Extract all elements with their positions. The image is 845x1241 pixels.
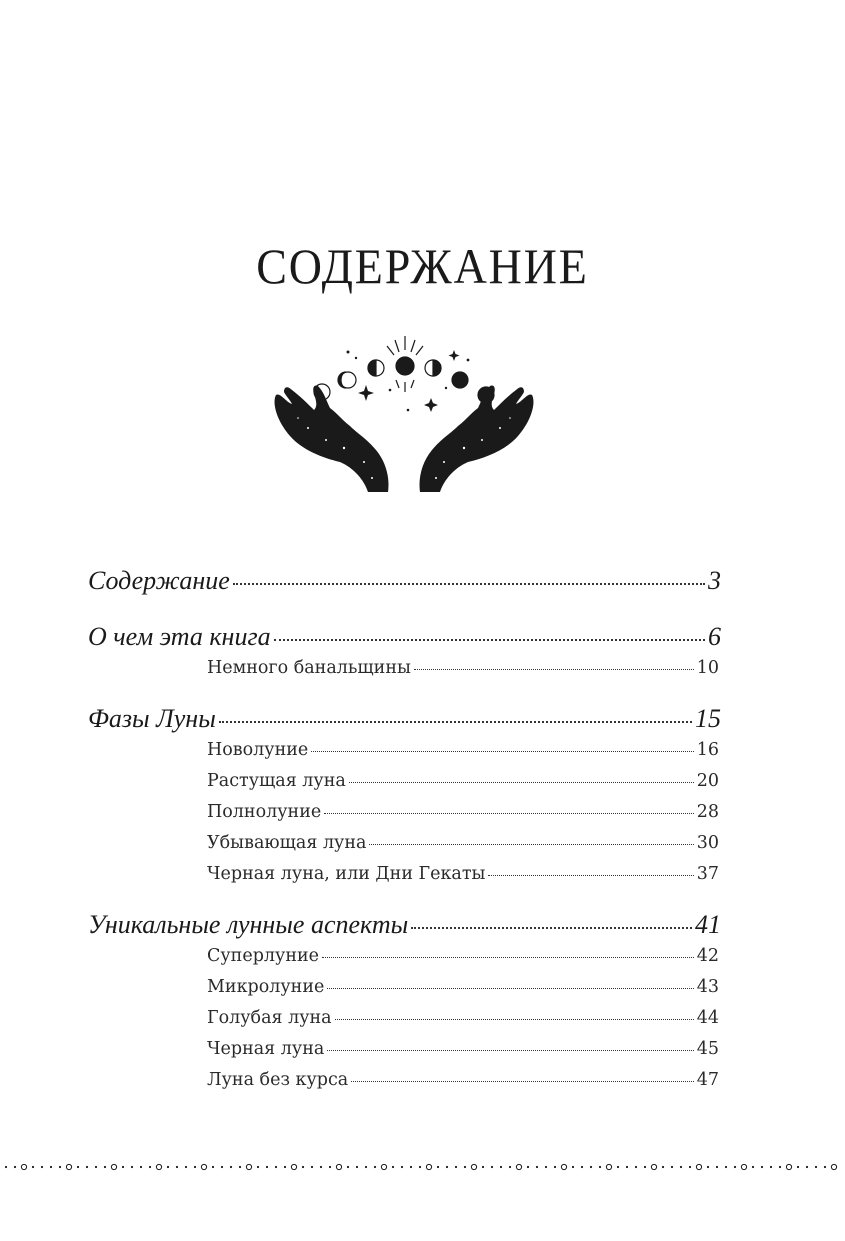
divider-dot xyxy=(291,1164,296,1169)
divider-dot xyxy=(176,1166,178,1168)
divider-dot xyxy=(284,1166,286,1168)
toc-entry-label: О чем эта книга xyxy=(88,622,271,651)
toc-subentry[interactable] xyxy=(207,977,719,997)
divider-dot xyxy=(752,1166,754,1168)
divider-dot xyxy=(167,1166,169,1168)
toc-subentry-label: Немного банальщины xyxy=(207,658,411,678)
toc-subentry-label: Новолуние xyxy=(207,740,309,760)
divider-dot xyxy=(392,1166,394,1168)
toc-subentry[interactable] xyxy=(207,1008,719,1028)
divider-dot xyxy=(831,1164,836,1169)
divider-dot xyxy=(806,1166,808,1168)
divider-dot xyxy=(194,1166,196,1168)
divider-dot xyxy=(246,1164,251,1169)
toc-entry-page: 3 xyxy=(708,566,721,595)
toc-entry[interactable] xyxy=(88,910,721,940)
divider-dot xyxy=(536,1166,538,1168)
divider-dot xyxy=(111,1164,116,1169)
toc-subentry-label: Микролуние xyxy=(207,977,325,997)
divider-dot xyxy=(41,1166,43,1168)
toc-subentry-label: Полнолуние xyxy=(207,802,322,822)
toc-subentry-label: Растущая луна xyxy=(207,771,346,791)
divider-dot xyxy=(491,1166,493,1168)
divider-dot xyxy=(516,1164,521,1169)
toc-entry-page: 15 xyxy=(695,704,721,733)
toc-dot-leader xyxy=(349,782,694,783)
divider-dot xyxy=(230,1166,232,1168)
divider-dot xyxy=(374,1166,376,1168)
divider-dot xyxy=(426,1164,431,1169)
divider-dot xyxy=(545,1166,547,1168)
divider-dot xyxy=(77,1166,79,1168)
toc-subentry-label: Черная луна xyxy=(207,1039,325,1059)
divider-dot xyxy=(59,1166,61,1168)
divider-dot xyxy=(50,1166,52,1168)
divider-dot xyxy=(336,1164,341,1169)
toc-entry[interactable] xyxy=(88,622,721,652)
toc-entry-label: Фазы Луны xyxy=(88,704,216,733)
divider-dot xyxy=(482,1166,484,1168)
toc-entry-page: 41 xyxy=(695,910,721,939)
divider-dot xyxy=(716,1166,718,1168)
divider-dot xyxy=(527,1166,529,1168)
toc-dot-leader xyxy=(274,639,705,641)
divider-dot xyxy=(131,1166,133,1168)
toc-entry-label: Уникальные лунные аспекты xyxy=(88,910,409,939)
divider-dot xyxy=(275,1166,277,1168)
divider-dot xyxy=(770,1166,772,1168)
divider-dot xyxy=(104,1166,106,1168)
toc-subentry[interactable] xyxy=(207,740,719,760)
divider-dot xyxy=(5,1166,7,1168)
divider-dot xyxy=(311,1166,313,1168)
divider-dot xyxy=(21,1164,26,1169)
divider-dot xyxy=(257,1166,259,1168)
toc-subentry-label: Убывающая луна xyxy=(207,833,367,853)
divider-dot xyxy=(635,1166,637,1168)
toc-dot-leader xyxy=(322,957,694,958)
divider-dot xyxy=(725,1166,727,1168)
toc-subentry-label: Суперлуние xyxy=(207,946,320,966)
toc-dot-leader xyxy=(324,813,694,814)
toc-dot-leader xyxy=(335,1019,694,1020)
divider-dot xyxy=(671,1166,673,1168)
divider-dot xyxy=(185,1166,187,1168)
divider-dot xyxy=(239,1166,241,1168)
toc-subentry-page: 16 xyxy=(696,740,719,760)
divider-dot xyxy=(156,1164,161,1169)
divider-dot xyxy=(815,1166,817,1168)
toc-subentry-page: 44 xyxy=(696,1008,719,1028)
toc-subentry[interactable] xyxy=(207,1070,719,1090)
divider-dot xyxy=(95,1166,97,1168)
toc-subentry-page: 47 xyxy=(696,1070,719,1090)
divider-dot xyxy=(437,1166,439,1168)
divider-dot xyxy=(617,1166,619,1168)
toc-subentry-page: 37 xyxy=(696,864,719,884)
toc-subentry[interactable] xyxy=(207,833,719,853)
divider-dot xyxy=(266,1166,268,1168)
toc-subentry-page: 20 xyxy=(696,771,719,791)
divider-dot xyxy=(212,1166,214,1168)
divider-dot xyxy=(680,1166,682,1168)
toc-dot-leader xyxy=(311,751,693,752)
toc-subentry-page: 10 xyxy=(696,658,719,678)
divider-dot xyxy=(644,1166,646,1168)
toc-subentry-page: 28 xyxy=(696,802,719,822)
divider-dot xyxy=(140,1166,142,1168)
divider-dot xyxy=(66,1164,71,1169)
toc-subentry-label: Черная луна, или Дни Гекаты xyxy=(207,864,486,884)
divider-dot xyxy=(590,1166,592,1168)
divider-dot xyxy=(797,1166,799,1168)
divider-dot xyxy=(14,1166,16,1168)
divider-dot xyxy=(509,1166,511,1168)
divider-dot xyxy=(381,1164,386,1169)
divider-dot xyxy=(365,1166,367,1168)
toc-dot-leader xyxy=(219,721,692,723)
divider-dot xyxy=(779,1166,781,1168)
divider-dot xyxy=(201,1164,206,1169)
divider-dot xyxy=(561,1164,566,1169)
toc-entry[interactable] xyxy=(88,704,721,734)
toc-dot-leader xyxy=(369,844,693,845)
divider-dot xyxy=(446,1166,448,1168)
toc-subentry-page: 42 xyxy=(696,946,719,966)
toc-entry[interactable] xyxy=(88,566,721,596)
divider-dot xyxy=(662,1166,664,1168)
toc-subentry-page: 30 xyxy=(696,833,719,853)
toc-dot-leader xyxy=(327,1050,693,1051)
toc-entry-page: 6 xyxy=(708,622,721,651)
toc-subentry[interactable] xyxy=(207,864,719,884)
toc-subentry[interactable] xyxy=(207,946,719,966)
divider-dot xyxy=(302,1166,304,1168)
divider-dot xyxy=(471,1164,476,1169)
toc-subentry[interactable] xyxy=(207,771,719,791)
toc-subentry-page: 43 xyxy=(696,977,719,997)
toc-subentry[interactable] xyxy=(207,802,719,822)
divider-dot xyxy=(356,1166,358,1168)
divider-dot xyxy=(149,1166,151,1168)
divider-dot xyxy=(606,1164,611,1169)
toc-dot-leader xyxy=(233,583,705,585)
divider-dot xyxy=(410,1166,412,1168)
dotted-divider xyxy=(0,1160,845,1174)
divider-dot xyxy=(329,1166,331,1168)
toc-dot-leader xyxy=(351,1081,693,1082)
toc-dot-leader xyxy=(327,988,693,989)
divider-dot xyxy=(786,1164,791,1169)
divider-dot xyxy=(401,1166,403,1168)
toc-dot-leader xyxy=(414,669,694,670)
divider-dot xyxy=(86,1166,88,1168)
divider-dot xyxy=(689,1166,691,1168)
toc-subentry[interactable] xyxy=(207,658,719,678)
divider-dot xyxy=(32,1166,34,1168)
page-title: СОДЕРЖАНИЕ xyxy=(256,238,589,294)
divider-dot xyxy=(554,1166,556,1168)
toc-dot-leader xyxy=(488,875,693,876)
divider-dot xyxy=(599,1166,601,1168)
toc-dot-leader xyxy=(411,927,692,929)
divider-dot xyxy=(761,1166,763,1168)
divider-dot xyxy=(221,1166,223,1168)
divider-dot xyxy=(347,1166,349,1168)
toc-subentry-label: Голубая луна xyxy=(207,1008,332,1028)
divider-dot xyxy=(122,1166,124,1168)
divider-dot xyxy=(320,1166,322,1168)
toc-subentry-page: 45 xyxy=(696,1039,719,1059)
divider-dot xyxy=(651,1164,656,1169)
divider-dot xyxy=(707,1166,709,1168)
toc-subentry-label: Луна без курса xyxy=(207,1070,349,1090)
divider-dot xyxy=(741,1164,746,1169)
divider-dot xyxy=(626,1166,628,1168)
divider-dot xyxy=(696,1164,701,1169)
toc-entry-label: Содержание xyxy=(88,566,230,595)
toc-subentry[interactable] xyxy=(207,1039,719,1059)
divider-dot xyxy=(500,1166,502,1168)
divider-dot xyxy=(824,1166,826,1168)
divider-dot xyxy=(455,1166,457,1168)
divider-dot xyxy=(734,1166,736,1168)
divider-dot xyxy=(464,1166,466,1168)
divider-dot xyxy=(581,1166,583,1168)
divider-dot xyxy=(572,1166,574,1168)
divider-dot xyxy=(419,1166,421,1168)
